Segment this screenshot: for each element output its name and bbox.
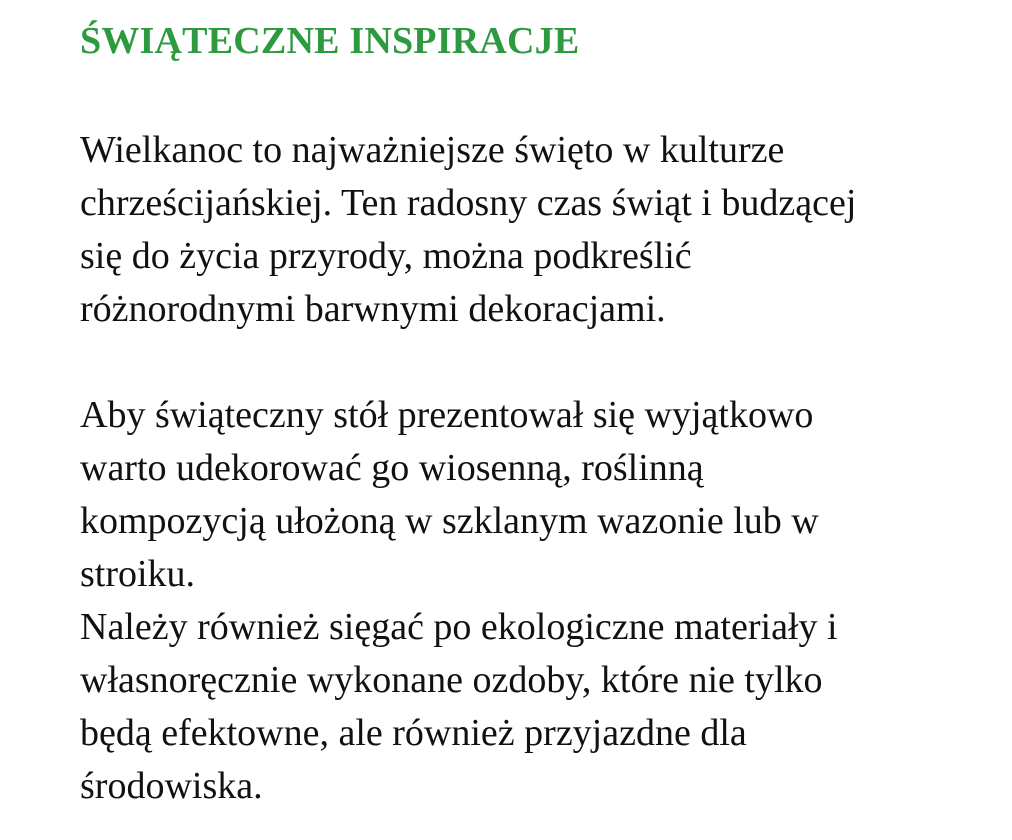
paragraph-line: Aby świąteczny stół prezentował się wyjątkowo	[80, 394, 814, 436]
paragraph-line: różnorodnymi barwnymi dekoracjami.	[80, 288, 666, 330]
paragraph-line: chrześcijańskiej. Ten radosny czas świąt i budzącej	[80, 182, 857, 224]
paragraph-line: stroiku.	[80, 553, 196, 595]
paragraph-line: Wielkanoc to najważniejsze święto w kulturze	[80, 129, 785, 171]
paragraph-line: własnoręcznie wykonane ozdoby, które nie tylko	[80, 659, 823, 701]
paragraph-line: się do życia przyrody, można podkreślić	[80, 235, 692, 277]
paragraph-line: będą efektowne, ale również przyjazdne dla	[80, 712, 747, 754]
paragraph-intro	[80, 124, 980, 336]
paragraph-line: Należy również sięgać po ekologiczne materiały i	[80, 606, 838, 648]
article	[80, 0, 980, 807]
paragraph-line: środowiska.	[80, 765, 263, 807]
article-title: ŚWIĄTECZNE INSPIRACJE	[80, 20, 580, 62]
paragraph-table-decor	[80, 389, 980, 601]
paragraph-line: kompozycją ułożoną w szklanym wazonie lub w	[80, 500, 819, 542]
paragraph-eco	[80, 601, 980, 813]
paragraph-line: warto udekorować go wiosenną, roślinną	[80, 447, 704, 489]
